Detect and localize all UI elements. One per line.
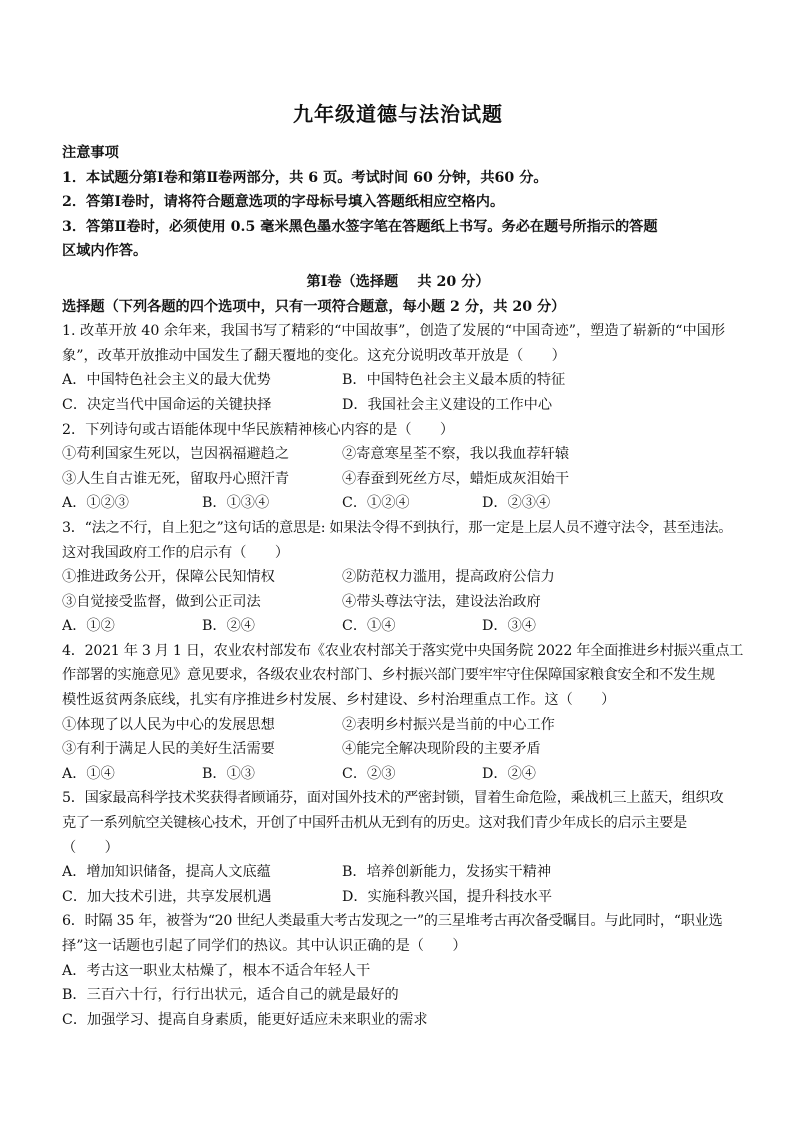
options: [62, 368, 734, 417]
question-stem: 象”，改革开放推动中国发生了翻天覆地的变化。这充分说明改革开放是（ ）: [62, 347, 566, 364]
question-stem: 5．国家最高科学技术奖获得者顾诵芬，面对国外技术的严密封锁，冒着生命危险，乘战机三上蓝天，组织攻: [62, 790, 724, 807]
question-1: [62, 319, 734, 417]
option-a[interactable]: A．增加知识储备，提高人文底蕴: [62, 864, 271, 881]
question-6: [62, 909, 734, 1032]
statement-3: ③自觉接受监督，做到公正司法: [62, 593, 261, 610]
question-stem: 这对我国政府工作的启示有（ ）: [62, 544, 290, 561]
section-instruction: 选择题（下列各题的四个选项中，只有一项符合题意，每小题 2 分，共 20 分）: [62, 298, 566, 315]
notice-heading: 注意事项: [62, 145, 119, 161]
statement-1: ①苟利国家生死以，岂因祸福避趋之: [62, 446, 290, 463]
statement-2: ②防范权力滥用，提高政府公信力: [342, 569, 555, 586]
statement-3: ③有利于满足人民的美好生活需要: [62, 741, 275, 758]
question-stem: 4．2021 年 3 月 1 日，农业农村部发布《农业农村部关于落实党中央国务院 2022 年全面推进乡村振兴重点工: [62, 642, 743, 659]
options: [62, 614, 734, 639]
question-stem: 择”这一话题也引起了同学们的热议。其中认识正确的是（ ）: [62, 938, 467, 954]
question-stem: 2．下列诗句或古语能体现中华民族精神核心内容的是（ ）: [62, 421, 455, 438]
option-a[interactable]: A．考古这一职业太枯燥了，根本不适合年轻人干: [62, 962, 371, 979]
question-stem: 1. 改革开放 40 余年来，我国书写了精彩的“中国故事”，创造了发展的“中国奇迹”，塑造了崭新的“中国形: [62, 323, 726, 340]
question-stem: 作部署的实施意见》意见要求，各级农业农村部门、乡村振兴部门要牢牢守住保障国家粮食安全和不发生规: [62, 667, 715, 684]
options: [62, 491, 734, 516]
option-d[interactable]: D．②④: [482, 765, 536, 782]
statement-1: ①推进政务公开，保障公民知情权: [62, 569, 275, 586]
section-title: 第Ⅰ卷（选择题 共 20 分）: [306, 273, 490, 290]
option-d[interactable]: D．实施科教兴国，提升科技水平: [342, 888, 553, 905]
option-b[interactable]: B．①③④: [202, 495, 270, 512]
option-d[interactable]: D．②③④: [482, 495, 551, 512]
page-title: 九年级道德与法治试题: [293, 102, 503, 126]
option-c[interactable]: C．加大技术引进，共享发展机遇: [62, 888, 272, 905]
notice-item: 3．答第Ⅱ卷时，必须使用 0.5 毫米黑色墨水签字笔在答题纸上书写。务必在题号所指示的答题: [62, 218, 658, 235]
question-stem: （ ）: [62, 839, 119, 856]
option-b[interactable]: B．中国特色社会主义最本质的特征: [342, 372, 566, 389]
option-c[interactable]: C．②③: [342, 765, 396, 782]
question-4: [62, 639, 743, 787]
option-d[interactable]: D．③④: [482, 618, 536, 635]
options: [62, 860, 734, 909]
option-b[interactable]: B．三百六十行，行行出状元，适合自己的就是最好的: [62, 987, 399, 1004]
statement-2: ②寄意寒星荃不察，我以我血荐轩辕: [342, 446, 570, 463]
option-b[interactable]: B．培养创新能力，发扬实干精神: [342, 864, 552, 881]
question-stem: 3．“法之不行，自上犯之”这句话的意思是: 如果法令得不到执行，那一定是上层人员不遵守法令，甚至违法。: [62, 519, 733, 536]
option-b[interactable]: B．②④: [202, 618, 255, 635]
statement-2: ②表明乡村振兴是当前的中心工作: [342, 716, 555, 733]
statement-1: ①体现了以人民为中心的发展思想: [62, 716, 275, 733]
option-a[interactable]: A．中国特色社会主义的最大优势: [62, 372, 271, 389]
notice-item: 2．答第Ⅰ卷时，请将符合题意选项的字母标号填入答题纸相应空格内。: [62, 194, 505, 211]
statements: [62, 565, 734, 614]
statement-4: ④春蚕到死丝方尽，蜡炬成灰泪始干: [342, 470, 570, 487]
question-3: [62, 516, 734, 639]
option-c[interactable]: C．①②④: [342, 495, 410, 512]
options: [62, 762, 734, 787]
option-b[interactable]: B．①③: [202, 765, 255, 782]
option-a[interactable]: A．①②: [62, 618, 115, 635]
notice-item: 1．本试题分第Ⅰ卷和第Ⅱ卷两部分，共 6 页。考试时间 60 分钟，共60 分。: [62, 169, 548, 186]
statements: [62, 442, 734, 491]
statement-4: ④能完全解决现阶段的主要矛盾: [342, 741, 541, 758]
question-5: [62, 786, 734, 909]
option-a[interactable]: A．①②③: [62, 495, 129, 512]
question-2: [62, 418, 734, 516]
option-c[interactable]: C．决定当代中国命运的关键抉择: [62, 396, 272, 413]
option-c[interactable]: C．加强学习、提高自身素质，能更好适应未来职业的需求: [62, 1011, 428, 1028]
option-c[interactable]: C．①④: [342, 618, 396, 635]
question-stem: 模性返贫两条底线，扎实有序推进乡村发展、乡村建设、乡村治理重点工作。这（ ）: [62, 692, 616, 709]
notice-item: 区域内作答。: [62, 243, 148, 260]
exam-page: [62, 98, 743, 1032]
option-a[interactable]: A．①④: [62, 765, 115, 782]
question-stem: 6．时隔 35 年，被誉为“20 世纪人类最重大考古发现之一”的三星堆考古再次备受瞩目。与此同时，“职业选: [62, 913, 723, 930]
statement-4: ④带头尊法守法，建设法治政府: [342, 593, 541, 610]
statement-3: ③人生自古谁无死，留取丹心照汗青: [62, 470, 290, 487]
question-stem: 克了一系列航空关键核心技术，开创了中国歼击机从无到有的历史。这对我们青少年成长的启示主要是: [62, 815, 687, 832]
option-d[interactable]: D．我国社会主义建设的工作中心: [342, 396, 553, 413]
statements: [62, 713, 734, 762]
